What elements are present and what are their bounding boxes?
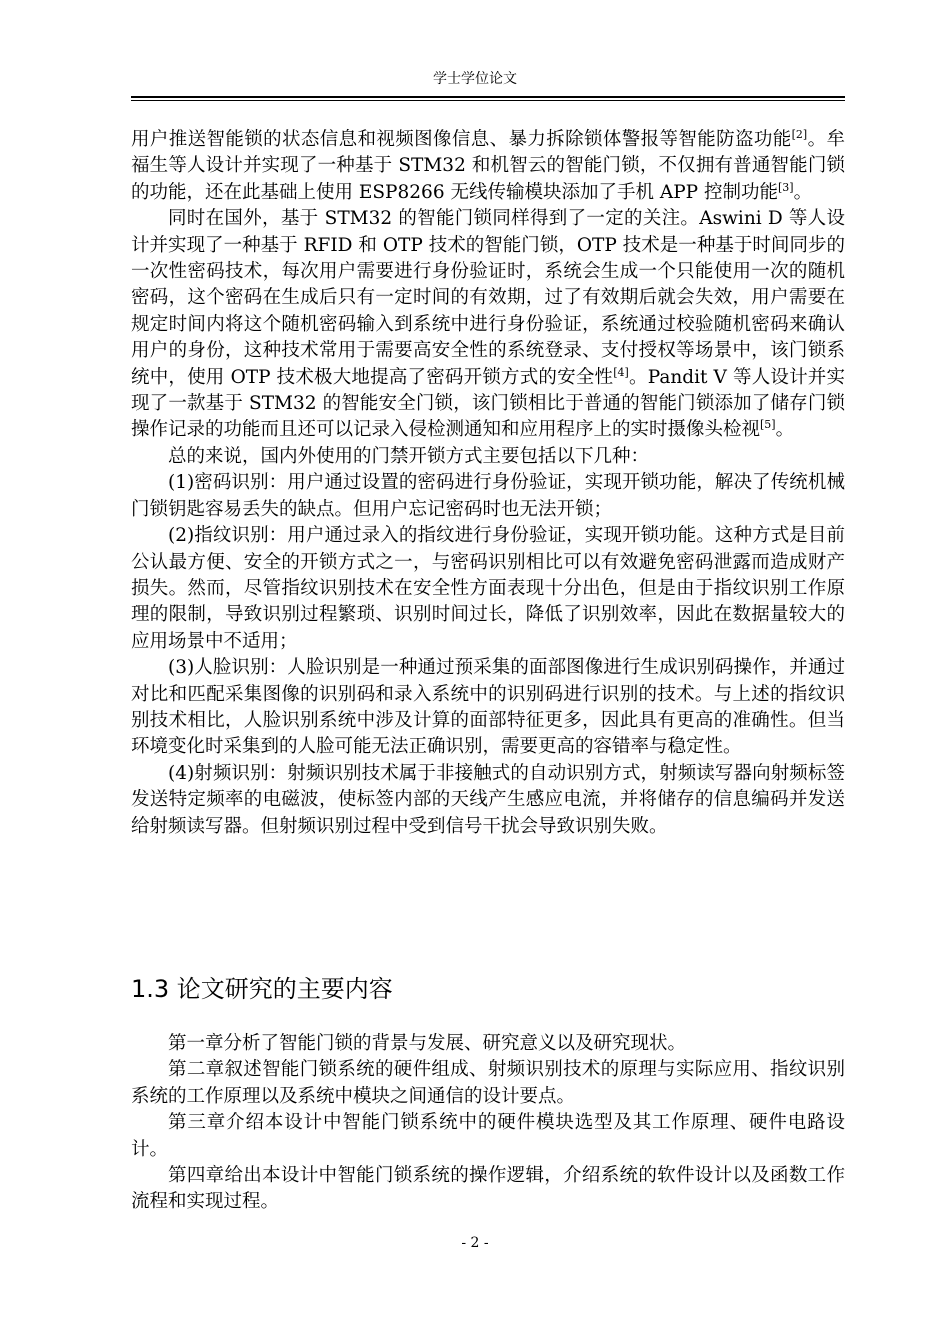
paragraph-rfid: (4)射频识别：射频识别技术属于非接触式的自动识别方式，射频读写器向射频标签发送特定频率的电磁波，使标签内部的天线产生感应电流，并将储存的信息编码并发送给射频读写器。但射频识别过程中受到信号干扰会导致识别失败。	[131, 762, 845, 837]
paragraph-3: 总的来说，国内外使用的门禁开锁方式主要包括以下几种：	[168, 445, 650, 467]
page-number: - 2 -	[461, 1235, 489, 1251]
header-rule-thin	[131, 100, 845, 101]
paragraph-password: (1)密码识别：用户通过设置的密码进行身份验证，实现开锁功能，解决了传统机械门锁钥匙容易丢失的缺点。但用户忘记密码时也无法开锁；	[131, 472, 845, 520]
paragraph-fingerprint: (2)指纹识别：用户通过录入的指纹进行身份验证，实现开锁功能。这种方式是目前公认最方便、安全的开锁方式之一，与密码识别相比可以有效避免密码泄露而造成财产损失。然而，尽管指纹识别技术在安全性方面表现十分出色，但是由于指纹识别工作原理的限制，导致识别过程繁琐、识别时间过长，降低了识别效率，因此在数据量较大的应用场景中不适用；	[131, 525, 845, 652]
page-header: 学士学位论文	[433, 71, 517, 87]
paragraph-1: 用户推送智能锁的状态信息和视频图像信息、暴力拆除锁体警报等智能防盗功能[2]。牟福生等人设计并实现了一种基于 STM32 和机智云的智能门锁，不仅拥有普通智能门锁的功能，还在此基础上使用 ESP8266 无线传输模块添加了手机 APP 控制功能[3]。	[131, 128, 845, 203]
citation: [4]	[613, 365, 629, 379]
body-text	[131, 127, 845, 840]
chapter-2-summary: 第二章叙述智能门锁系统的硬件组成、射频识别技术的原理与实际应用、指纹识别系统的工作原理以及系统中模块之间通信的设计要点。	[131, 1059, 845, 1107]
paragraph-face: (3)人脸识别：人脸识别是一种通过预采集的面部图像进行生成识别码操作，并通过对比和匹配采集图像的识别码和录入系统中的识别码进行识别的技术。与上述的指纹识别技术相比，人脸识别系统中涉及计算的面部特征更多，因此具有更高的准确性。但当环境变化时采集到的人脸可能无法正确识别，需要更高的容错率与稳定性。	[131, 657, 845, 758]
section-heading: 1.3 论文研究的主要内容	[131, 975, 393, 1003]
chapter-4-summary: 第四章给出本设计中智能门锁系统的操作逻辑，介绍系统的软件设计以及函数工作流程和实现过程。	[131, 1165, 845, 1213]
chapter-3-summary: 第三章介绍本设计中智能门锁系统中的硬件模块选型及其工作原理、硬件电路设计。	[131, 1112, 845, 1160]
paragraph-2: 同时在国外，基于 STM32 的智能门锁同样得到了一定的关注。Aswini D 等人设计并实现了一种基于 RFID 和 OTP 技术的智能门锁，OTP 技术是一种基于时间同步的一次性密码技术，每次用户需要进行身份验证时，系统会生成一个只能使用一次的随机密码，这个密码在生成后只有一定时间的有效期，过了有效期后就会失效，用户需要在规定时间内将这个随机密码输入到系统中进行身份验证，系统通过校验随机密码来确认用户的身份，这种技术常用于需要高安全性的系统登录、支付授权等场景中，该门锁系统中，使用 OTP 技术极大地提高了密码开锁方式的安全性[4]。Pandit V 等人设计并实现了一款基于 STM32 的智能安全门锁，该门锁相比于普通的智能门锁添加了储存门锁操作记录的功能而且还可以记录入侵检测通知和应用程序上的实时摄像头检视[5]。	[131, 208, 845, 441]
section-body	[131, 1031, 845, 1216]
header-rule	[131, 96, 845, 98]
citation: [2]	[791, 128, 808, 141]
citation: [3]	[778, 180, 794, 194]
citation: [5]	[760, 418, 776, 432]
chapter-1-summary: 第一章分析了智能门锁的背景与发展、研究意义以及研究现状。	[168, 1033, 687, 1054]
